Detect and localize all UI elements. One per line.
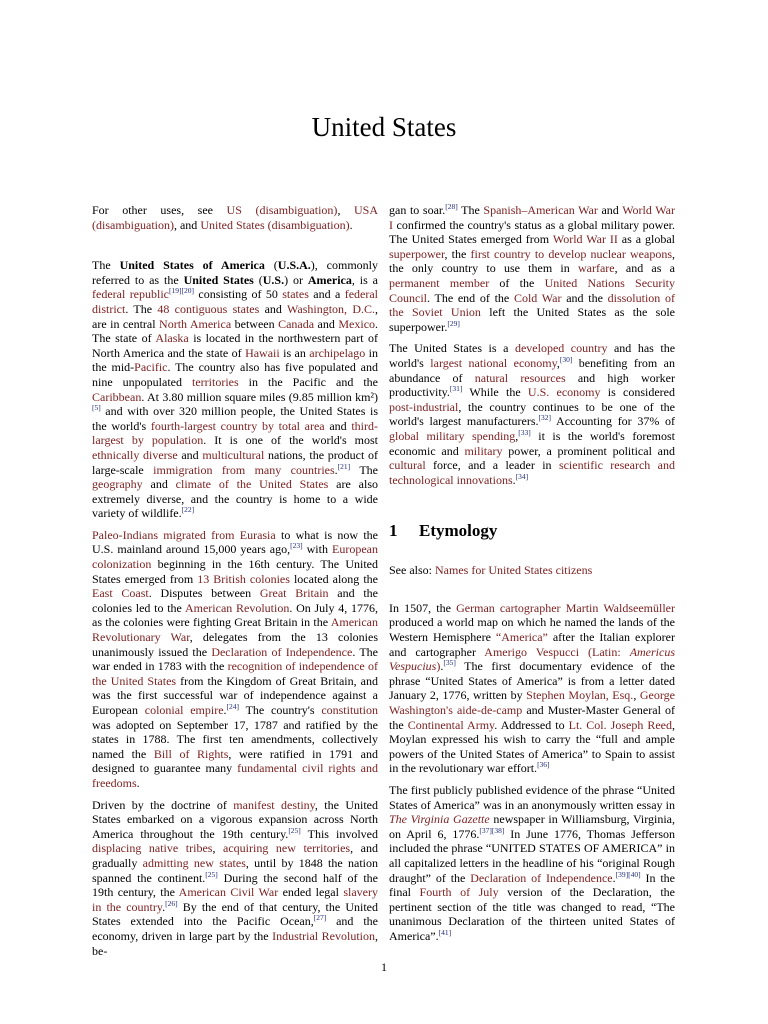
article-link[interactable]: (Latin: [588,644,630,659]
article-link[interactable]: multicultural [202,447,265,462]
article-link[interactable]: slavery in the country [92,885,378,914]
article-link[interactable]: Mexico [338,316,376,331]
article-link[interactable]: global military spending [389,428,516,443]
text-run: The [92,258,120,273]
article-link[interactable]: Fourth of July [419,885,499,900]
text-run: is located in the northwestern part of North America and the state of [92,331,378,360]
text-run: and [314,316,339,331]
text-run: force, and a leader in [425,458,559,473]
article-link[interactable]: Pacific [134,360,168,375]
article-link[interactable]: Hawaii [245,345,280,360]
article-link[interactable]: military [464,443,503,458]
text-run: and the colonies led to the [92,586,378,615]
text-run: and the economy, driven in large part by the [92,914,378,943]
right-column [389,203,675,951]
article-link[interactable]: U.S. economy [527,385,601,400]
article-link[interactable]: post-industrial [389,399,459,414]
text-run: and the [561,290,608,305]
article-link[interactable]: Stephen Moylan, Esq. [526,688,634,703]
article-link[interactable]: territories [192,374,239,389]
text-run: newspaper in Williamsburg, Virginia, on April 6, 1776. [389,812,675,841]
article-link[interactable]: superpower [389,246,445,261]
text-run: left the United States as the sole superpower. [389,305,676,334]
text-run: and has the world's [389,341,676,370]
text-run: ), commonly referred to as the [92,258,379,287]
text-run: The United States is a [389,341,515,356]
text-run: it is the world's foremost economic and [389,428,675,458]
text-run: between [231,316,279,331]
article-link[interactable]: federal republic [92,287,170,302]
article-link-italic[interactable]: Americus Vespucius [389,644,676,674]
section-title: Etymology [419,521,498,541]
text-run: , [633,688,640,703]
etymology-paragraph-1 [389,601,675,776]
text-run: . The state of [92,316,379,346]
reference-link[interactable]: [31] [449,384,463,394]
text-run: , is a [351,272,379,287]
text-run: located along the [289,571,378,586]
reference-link[interactable]: [39][40] [615,869,641,879]
text-run: , the only country to use them in [389,246,675,276]
article-link[interactable]: ethnically diverse [92,447,178,462]
text-run: In June 1776, Thomas Jefferson included the phrase “UNITED STATES OF AMERICA” in all capitalized letters in the headline of his “original Rough draught” of the [389,826,675,885]
text-run: nations, the product of large-scale [92,447,379,477]
reference-link[interactable]: [35] [443,658,456,668]
text-run: consisting of 50 [194,287,283,302]
article-link[interactable]: migrated from Eurasia [163,527,276,542]
reference-link[interactable]: [29] [447,318,460,328]
article-link[interactable]: cultural [389,458,426,473]
article-link[interactable]: Spanish–American War [483,203,598,217]
text-run: , until by 1848 the nation spanned the continent. [92,855,379,885]
article-link[interactable]: developed country [514,341,608,356]
bold-term: America [307,272,352,287]
text-run: and [259,301,287,316]
article-link-italic[interactable]: The Virginia Gazette [389,812,490,827]
text-run: in the mid- [92,345,378,375]
text-run: and [177,447,203,462]
text-run: . On July 4, 1776, as the colonies were fighting Great Britain in the [92,600,379,630]
text-run: was adopted on September 17, 1787 and ratified by the states in 1788. The first ten amendments, collectively named the [92,717,378,761]
text-run: , were ratified in 1791 and designed to guarantee many [92,746,378,776]
article-link[interactable]: largest national economy [430,355,557,370]
intro-paragraph-1 [92,258,378,521]
reference-link[interactable]: [21] [337,461,351,471]
text-run: . At 3.80 million square miles (9.85 million km²) [141,389,378,404]
text-run: and Muster-Master General of the [389,703,675,732]
article-link[interactable]: Declaration of Independence [470,870,613,885]
text-run: after the Italian explorer and cartographer [389,630,675,659]
text-run: ( [264,258,278,273]
text-run: beginning in the 16th century. The United States emerged from [92,557,378,586]
reference-link[interactable]: [33] [518,427,531,437]
reference-link[interactable]: [32] [538,413,552,423]
article-link[interactable]: Caribbean [92,389,142,404]
hatnote-separator: , [337,203,354,217]
text-run: . Addressed to [494,717,569,732]
article-link[interactable]: scientific research and technological innovations [389,458,675,487]
article-link[interactable]: Paleo-Indians [92,527,158,542]
text-run: is an [279,345,310,360]
text-run: . The country also has five populated and nine unpopulated [92,360,378,389]
article-link[interactable]: European colonization [92,542,378,572]
article-link[interactable]: American Revolution [184,600,290,615]
article-link[interactable]: third-largest by population [92,418,378,448]
article-link[interactable]: geography [92,477,143,492]
article-link[interactable]: 48 contiguous states [157,301,260,316]
hatnote [92,203,378,232]
text-run: . [162,899,166,914]
page-title: United States [311,112,457,142]
reference-link[interactable]: [37][38] [479,825,505,835]
text-run: This involved [300,826,378,841]
article-link[interactable]: climate of the United States [175,477,329,492]
article-link[interactable]: Bill of Rights [153,746,229,761]
article-link[interactable]: acquiring new territories [223,841,351,856]
text-run: While the [462,385,528,400]
text-run: , the [444,246,471,261]
bold-term: U.S.A. [277,258,311,273]
article-link[interactable]: natural resources [474,370,566,385]
link-names-for-us-citizens[interactable]: Names for United States citizens [435,563,593,578]
text-run: , the United States embarked on a vigorous expansion across North America throughout the 19th century. [92,797,378,841]
text-run: in the Pacific and the [238,374,378,389]
text-run: , be- [92,928,378,958]
hatnote-end: . [349,217,353,232]
text-run: , and as a [614,261,675,276]
text-run: The [457,203,484,217]
text-run: and [597,203,623,217]
article-link[interactable]: federal district [92,287,379,316]
article-link[interactable]: colonial empire [144,703,224,717]
text-run: , and gradually [92,841,379,870]
article-link[interactable]: American Revolutionary War [92,615,378,645]
article-link[interactable]: Cold War [513,290,562,305]
reference-link[interactable]: [22] [181,505,195,515]
text-run: . [440,659,444,674]
section-number: 1 [389,521,398,541]
link-united-states-disambiguation[interactable]: United States (disambiguation) [200,217,350,232]
text-run: The first documentary evidence of the phrase “United States of America” is from a letter dated January 2, 1776, written by [389,659,675,703]
article-link[interactable]: Lt. Col. Joseph Reed [568,717,672,732]
text-run: and with over 320 million people, the United States is the world's [92,404,378,433]
text-run: The first publicly published evidence of the phrase “United States of America” was in an anonymously written essay in [389,783,675,812]
see-also-prefix: See also: [389,563,435,578]
article-link[interactable]: first country to develop nuclear weapons [470,246,672,261]
article-link[interactable]: admitting new states [142,855,246,870]
text-run: . The end of the [427,290,514,305]
text-run: . [136,775,140,790]
article-link[interactable]: recognition of independence of the United States [92,659,379,688]
text-run: and [324,418,352,433]
text-run: and a [308,287,345,302]
article-link[interactable]: American Civil War [178,885,279,900]
article-link[interactable]: ) [436,659,441,674]
article-link[interactable]: permanent member [389,275,490,290]
article-link[interactable]: dissolution of the Soviet Union [389,290,676,320]
reference-link[interactable]: [24] [226,702,240,711]
text-run: . [512,472,516,487]
text-run: In the final [389,870,676,900]
text-run: confirmed the country's status as a global military power. The United States emerged from [389,217,675,247]
text-run: During the second half of the 19th century, the [92,870,378,900]
text-run: . [612,870,616,885]
hatnote-separator: , and [173,217,201,232]
text-run: Driven by the doctrine of [92,797,234,812]
text-run: . Disputes between [148,586,260,601]
text-run: , [212,841,224,856]
text-run: are also extremely diverse, and the country is home to a wide variety of wildlife. [92,477,379,521]
text-run [579,645,588,659]
text-run: , delegates from the 13 colonies unanimously issued the [92,630,378,659]
reference-link[interactable]: [30] [559,354,573,364]
intro-paragraph-3 [92,798,378,959]
text-run: , [515,428,519,443]
etymology-paragraph-2 [389,783,675,944]
article-link[interactable]: immigration from many countries [153,462,335,477]
article-link[interactable]: East Coast [92,586,149,601]
article-link[interactable]: Martin Waldseemüller [565,600,675,615]
article-link[interactable]: George Washington's aide-de-camp [389,688,675,718]
reference-link[interactable]: [26] [165,898,178,908]
text-run: gan to soar. [389,203,446,217]
text-run: . [223,703,227,717]
article-link[interactable]: manifest destiny [233,797,315,812]
page-number: 1 [381,960,387,974]
reference-link[interactable]: [34] [515,471,529,481]
article-link[interactable]: Great Britain [259,586,329,601]
article-link[interactable]: Alaska [155,331,189,346]
text-run: , Moylan expressed his wish to carry the “full and ample powers of the United States of America” to Spain to assist in the revolutionary war effort. [389,717,675,776]
article-link[interactable]: Canada [278,316,315,331]
text-run: version of the Declaration, the pertinent section of the title was changed to read, “The unanimous Declaration of the thirteen united States of America”. [389,885,675,943]
article-link[interactable]: Declaration of Independence [211,644,353,659]
text-run: and [142,477,176,492]
reference-link[interactable]: [41] [438,927,452,937]
article-link[interactable]: German cartographer [456,600,561,615]
text-run: In 1507, the [389,600,457,615]
text-run: By the end of that century, the United States extended into the Pacific Ocean, [92,899,378,929]
bold-term: United States of America [119,258,265,273]
reference-link[interactable]: [19][20] [169,286,195,296]
article-link[interactable]: North America [159,316,232,331]
text-run: ( [253,272,263,287]
link-usa-disambiguation[interactable]: USA (disambiguation) [92,203,379,232]
text-run: ) or [284,272,308,287]
text-run: ended legal [278,885,344,900]
article-link[interactable]: Industrial Revolution [272,928,375,943]
article-link[interactable]: displacing native tribes [92,841,213,856]
left-column [92,203,378,965]
reference-link[interactable]: [23] [290,541,303,551]
article-link[interactable]: archipelago [309,345,366,360]
text-run: . It is one of the world's most [203,433,379,448]
text-run: . The war ended in 1783 with the [92,644,378,674]
text-run: from the Kingdom of Great Britain, and was the first successful war of independence against a European [92,673,379,717]
text-run: The country's [239,703,322,717]
reference-link[interactable]: [5] [92,403,101,413]
reference-link[interactable]: [28] [445,202,458,211]
link-us-disambiguation[interactable]: US (disambiguation) [226,203,338,217]
text-run: of the [489,275,545,290]
article-link[interactable]: fundamental civil rights and freedoms [92,761,378,790]
intro-paragraph-5 [389,341,675,487]
intro-paragraph-2 [92,528,378,791]
bold-term: U.S. [262,272,285,287]
text-run: to what is now the U.S. mainland around 15,000 years ago, [92,527,379,557]
text-run: , the country continues to be one of the world's largest manufacturers. [389,399,675,429]
article-link[interactable]: 13 British colonies [197,571,290,586]
article-link[interactable]: World War II [552,232,618,247]
article-link[interactable]: World War I [389,203,675,232]
text-run: . The [125,301,158,316]
text-run: , [556,355,560,370]
text-run: benefiting from an abundance of [389,355,675,385]
article-link[interactable]: Washington, D.C. [287,301,375,316]
reference-link[interactable]: [25] [288,825,301,835]
text-run: The [350,462,378,477]
section-heading-etymology [389,521,675,541]
article-link[interactable]: states [282,287,309,302]
intro-paragraph-4 [389,203,675,334]
text-run: is considered [600,385,676,400]
article-link[interactable]: Continental Army [407,717,495,732]
reference-link[interactable]: [36] [537,760,550,770]
text-run: . [334,462,338,477]
text-run: power, a prominent political and [502,443,675,458]
text-run: produced a world map on which he named the lands of the Western Hemisphere [389,615,675,645]
reference-link[interactable]: [25] [205,869,218,879]
article-link[interactable]: Amerigo Vespucci [484,644,580,659]
reference-link[interactable]: [27] [313,913,327,923]
bold-term: United States [183,272,254,287]
hatnote-prefix: For other uses, see [92,203,227,217]
text-run: as a global [617,232,675,247]
article-link[interactable]: constitution [321,703,378,717]
article-link[interactable]: “America” [495,630,548,645]
article-link[interactable]: fourth-largest country by total area [150,418,325,433]
text-run: with [302,542,333,557]
text-run: and high worker productivity. [389,370,675,400]
article-link[interactable]: United Nations Security Council [389,275,676,305]
text-run: Accounting for 37% of [551,414,675,429]
text-run: , are in central [92,301,378,331]
see-also [389,563,675,578]
article-link[interactable]: warfare [577,261,615,276]
